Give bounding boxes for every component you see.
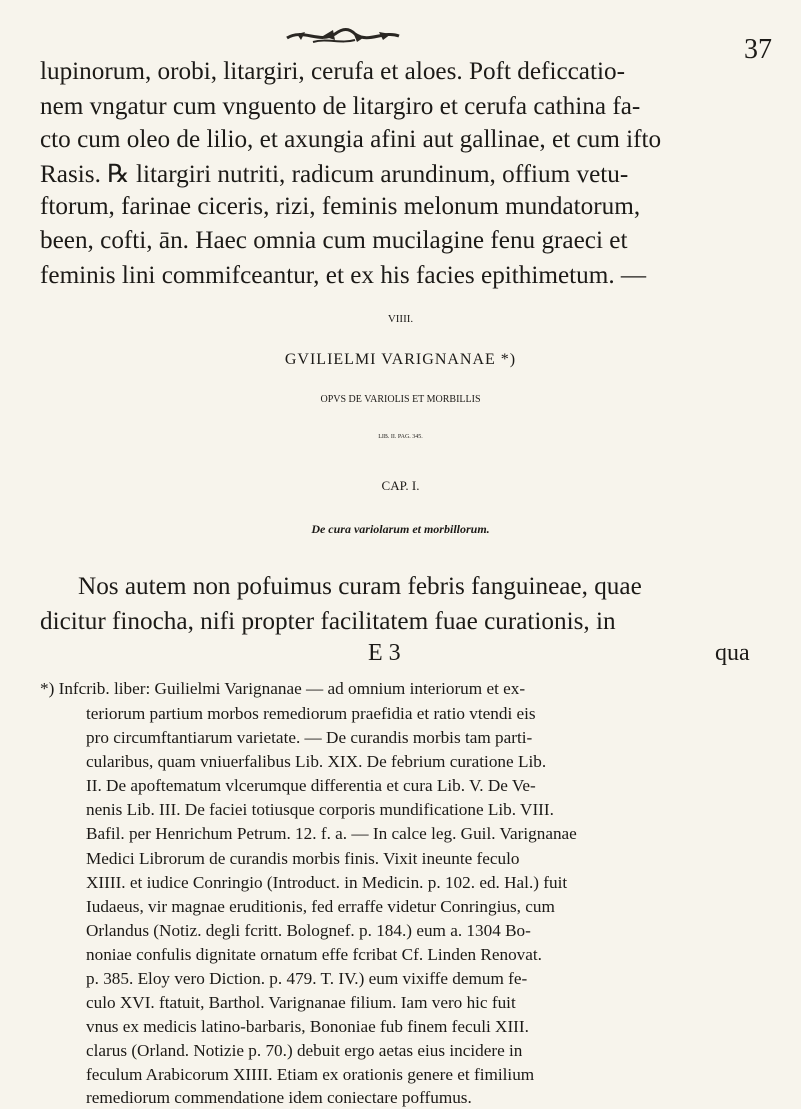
footnote-line: clarus (Orland. Notizie p. 70.) debuit ergo aetas eius incidere in xyxy=(86,1041,523,1060)
footnote-line: Bafil. per Henrichum Petrum. 12. f. a. — In calce leg. Guil. Varignanae xyxy=(86,824,577,843)
chapter-title: De cura variolarum et morbillorum. xyxy=(311,522,490,536)
footnote-line: Orlandus (Notiz. degli fcritt. Bolognef. p. 184.) eum a. 1304 Bo- xyxy=(86,921,531,940)
footnote-line: XIIII. et iudice Conringio (Introduct. in Medicin. p. 102. ed. Hal.) fuit xyxy=(86,873,568,892)
signature-mark: E 3 xyxy=(368,640,401,666)
source-reference: LIB. II. PAG. 345. xyxy=(378,434,423,440)
footnote-line: pro circumftantiarum varietate. — De curandis morbis tam parti- xyxy=(86,728,533,747)
text-line: dicitur finocha, nifi propter facilitatem fuae curationis, in xyxy=(40,608,616,635)
printers-ornament-icon xyxy=(283,22,403,48)
footnote-line: culo XVI. ftatuit, Barthol. Varignanae filium. Iam vero hic fuit xyxy=(86,993,516,1012)
text-line: been, cofti, ān. Haec omnia cum mucilagine fenu graeci et xyxy=(40,227,628,254)
footnote-line: noniae confulis dignitate ornatum effe fcribat Cf. Linden Renovat. xyxy=(86,945,542,964)
section-numeral: VIIII. xyxy=(387,313,414,325)
text-line: cto cum oleo de lilio, et axungia afini aut gallinae, et cum ifto xyxy=(40,126,662,153)
footnote-line: cularibus, quam vniuerfalibus Lib. XIX. De febrium curatione Lib. xyxy=(86,752,547,771)
footnote-line: *) Infcrib. liber: Guilielmi Varignanae — ad omnium interiorum et ex- xyxy=(40,679,526,698)
footnote-line: II. De apoftematum vlcerumque differentia et cura Lib. V. De Ve- xyxy=(86,776,536,795)
chapter-heading: CAP. I. xyxy=(381,478,420,493)
footnote-line: remediorum commendatione idem coniectare poffumus. xyxy=(86,1088,472,1107)
text-line: nem vngatur cum vnguento de litargiro et cerufa cathina fa- xyxy=(40,93,641,120)
footnote-line: p. 385. Eloy vero Diction. p. 479. T. IV.) eum vixiffe demum fe- xyxy=(86,969,528,988)
author-heading: GVILIELMI VARIGNANAE *) xyxy=(284,351,517,368)
footnote-line: feculum Arabicorum XIIII. Etiam ex orationis genere et fimilium xyxy=(86,1065,535,1084)
work-title: OPVS DE VARIOLIS ET MORBILLIS xyxy=(320,394,481,405)
footnote-line: vnus ex medicis latino-barbaris, Bononiae fub finem feculi XIII. xyxy=(86,1017,529,1036)
text-line: feminis lini commifceantur, et ex his facies epithimetum. — xyxy=(40,262,647,289)
footnote-line: Iudaeus, vir magnae eruditionis, fed erraffe videtur Conringius, cum xyxy=(86,897,555,916)
page-number: 37 xyxy=(744,34,772,65)
footnote-line: Medici Librorum de curandis morbis finis. Vixit ineunte feculo xyxy=(86,849,520,868)
footnote-line: nenis Lib. III. De faciei totiusque corporis mundificatione Lib. VIII. xyxy=(86,800,554,819)
footnote-line: teriorum partium morbos remediorum praefidia et ratio vtendi eis xyxy=(86,704,536,723)
text-line: Rasis. ℞ litargiri nutriti, radicum arundinum, offium vetu- xyxy=(40,161,629,188)
text-line: Nos autem non pofuimus curam febris fanguineae, quae xyxy=(78,573,642,600)
text-line: ftorum, farinae ciceris, rizi, feminis melonum mundatorum, xyxy=(40,193,641,220)
text-line: lupinorum, orobi, litargiri, cerufa et aloes. Poft deficcatio- xyxy=(40,58,625,85)
catchword: qua xyxy=(715,640,750,666)
